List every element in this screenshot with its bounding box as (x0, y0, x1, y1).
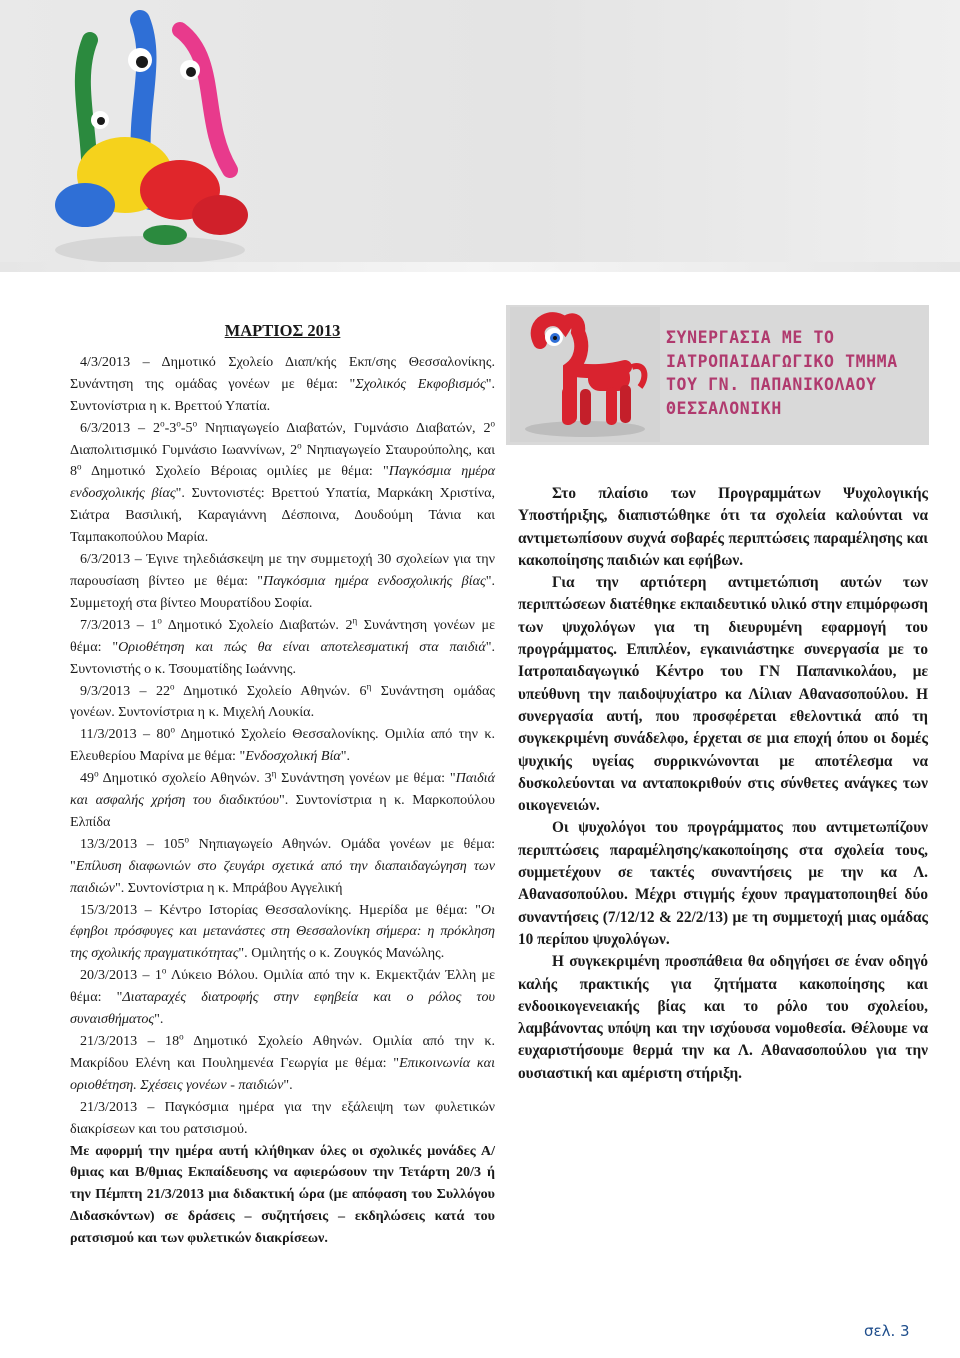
red-clay-horse-image (510, 307, 660, 442)
page-number: σελ. 3 (864, 1322, 910, 1340)
activity-entry: $49^o$ Δημοτικό σχολείο Αθηνών. $3^\eta$ Συνάντηση γονέων με θέμα: "Παιδιά και ασφαλής χρήση του διαδικτύου". Συντονίστρια η κ. Μαρκοπούλου Ελπίδα (70, 768, 495, 830)
activity-entry: 6/3/2013 – Έγινε τηλεδιάσκεψη με την συμμετοχή 30 σχολείων για την παρουσίαση βίντεο με θέμα: "Παγκόσμια ημέρα ενδοσχολικής βίας". Συμμετοχή στα βίντεο Μουρατίδου Σοφία. (70, 551, 495, 611)
clay-figures-illustration (30, 0, 290, 270)
activity-entry: $7/3/2013 - 1^o$ Δημοτικό Σχολείο Διαβατών. $2^\eta$ Συνάντηση γονέων με θέμα: "Οριοθέτηση και πώς θα είναι αποτελεσματική στα παιδιά". Συντονιστής ο κ. Τσουματίδης Ιωάννης. (70, 615, 495, 677)
activity-entry: $9/3/2013 - 22^o$ Δημοτικό Σχολείο Αθηνών. $6^\eta$ Συνάντηση ομάδας γονέων. Συντονίστρια η κ. Μιχελή Λουκία. (70, 680, 495, 721)
activity-entry: $6/3/2013 - 2^o-3^o-5^o$ Νηπιαγωγείο Διαβατών, Γυμνάσιο Διαβατών, $2^o$ Διαπολιτισμικό Γυμνάσιο Ιωαννίνων, $2^o$ Νηπιαγωγείο Σταυρούπολης, και $8^o$ Δημοτικό Σχολείο Βέροιας ομιλίες με θέμα: "Παγκόσμια ημέρα ενδοσχολικής βίας". Συντονιστές: Βρεττού Υπατία, Μαρκάκη Χριστίνα, Σιάτρα Βασιλική, Καραγιάννη Δέσποινα, Δουδούμη Τάνια και Ταμπακοπούλου Μαρία. (70, 417, 495, 546)
body-paragraph: Οι ψυχολόγοι του προγράμματος που αντιμετωπίζουν περιπτώσεις παραμέλησης/κακοποίησης στα σχολεία τους, συμμετέχουν σε τακτές συναντήσεις με την κα Λ. Αθανασοπούλου. Μέχρι στιγμής έχουν πραγματοποιηθεί δύο συναντήσεις (7/12/12 & 22/2/13) με τη συμμετοχή μιας ομάδας 10 περίπου ψυχολόγων. (518, 819, 928, 948)
month-title: ΜΑΡΤΙΟΣ 2013 (224, 321, 341, 340)
activity-entry: $21/3/2013 - 18^o$ Δημοτικό Σχολείο Αθηνών. Ομιλία από την κ. Μακρίδου Ελένη και Πουλημενέα Γεωργία με θέμα: "Επικοινωνία και οριοθέτηση. Σχέσεις γονέων - παιδιών". (70, 1031, 495, 1093)
right-column (518, 483, 928, 1085)
header-band (0, 262, 960, 272)
activity-entry: $13/3/2013 - 105^o$ Νηπιαγωγείο Αθηνών. Ομάδα γονέων με θέμα: "Επίλυση διαφωνιών στο ζευγάρι σχετικά από την διαπαιδαγώγηση των παιδιών". Συντονίστρια η κ. Μπράβου Αγγελική (70, 834, 495, 896)
activity-entry: 4/3/2013 – Δημοτικό Σχολείο Διαπ/κής Εκπ/σης Θεσσαλονίκης. Συνάντηση της ομάδας γονέων με θέμα: "Σχολικός Εκφοβισμός". Συντονίστρια η κ. Βρεττού Υπατία. (70, 353, 495, 414)
body-paragraph: Στο πλαίσιο των Προγραμμάτων Ψυχολογικής Υποστήριξης, διαπιστώθηκε ότι τα σχολεία καλούνται να αντιμετωπίσουν συχνά σοβαρές περιπτώσεις παραμέλησης και κακοποίησης παιδιών και εφήβων. (518, 485, 928, 569)
body-paragraph: Για την αρτιότερη αντιμετώπιση αυτών των περιπτώσεων διατέθηκε εκπαιδευτικό υλικό στην επιμόρφωση των ψυχολόγων για τη διευρυμένη εφαρμογή του προγράμματος. Επιπλέον, εγκαινιάστηκε συνεργασία με το Ιατροπαιδαγωγικό Κέντρο του ΓΝ Παπανικολάου, με υπεύθυνη την παιδοψυχίατρο κα Λίλιαν Αθανασοπούλου. Η συνεργασία αυτή, που προσφέρεται εθελοντικά από τη συγκεκριμένη συνάδελφο, έρχεται σε μια εποχή όπου οι δομές ψυχικής υγείας συρρικνώνονται με αποτέλεσμα να δυσκολεύονται να ανταποκριθούν στις σύνθετες ανάγκες των οικογενειών. (518, 574, 928, 815)
activity-entry: 15/3/2013 – Κέντρο Ιστορίας Θεσσαλονίκης. Ημερίδα με θέμα: "Οι έφηβοι πρόσφυγες και μετανάστες στη Θεσσαλονίκη σήμερα: η πρόκληση της σχολικής πραγματικότητας". Ομιλητής ο κ. Ζουγκός Μανώλης. (70, 901, 495, 962)
activity-entry: $11/3/2013 - 80^o$ Δημοτικό Σχολείο Θεσσαλονίκης. Ομιλία από την κ. Ελευθερίου Μαρίνα με θέμα: "Ενδοσχολική Βία". (70, 724, 495, 765)
body-paragraph: Η συγκεκριμένη προσπάθεια θα οδηγήσει σε έναν οδηγό καλής πρακτικής για ζητήματα κακοποίησης και ενδοοικογενειακής βίας και το ρόλο του σχολείου, λαμβάνοντας υπόψη και την ισχύουσα νομοθεσία. Θέλουμε να ευχαριστήσουμε θερμά την κα Λ. Αθανασοπούλου για την ουσιαστική και αμέριστη στήριξη. (518, 953, 928, 1082)
promo-title: ΣΥΝΕΡΓΑΣΙΑ ΜΕ ΤΟ ΙΑΤΡΟΠΑΙΔΑΓΩΓΙΚΟ ΤΜΗΜΑ ΤΟΥ ΓΝ. ΠΑΠΑΝΙΚΟΛΑΟΥ ΘΕΣΣΑΛΟΝΙΚΗ (666, 328, 898, 418)
activity-entry: $20/3/2013 - 1^o$ Λύκειο Βόλου. Ομιλία από την κ. Εκμεκτζιάν Έλλη με θέμα: "Διαταραχές διατροφής στην εφηβεία και ο ρόλος του συναισθήματος". (70, 965, 495, 1028)
activity-entry: 21/3/2013 – Παγκόσμια ημέρα για την εξάλειψη των φυλετικών διακρίσεων και του ρατσισμού. (70, 1098, 495, 1137)
left-column (70, 320, 495, 1250)
header-banner (0, 0, 960, 272)
closing-paragraph: Με αφορμή την ημέρα αυτή κλήθηκαν όλες οι σχολικές μονάδες Α/θμιας και Β/θμιας Εκπαίδευσης να αφιερώσουν την Τετάρτη 20/3 ή την Πέμπτη 21/3/2013 μια διδακτική ώρα (με απόφαση του Συλλόγου Διδασκόντων) σε δράσεις – συζητήσεις – εκδηλώσεις κατά του ρατσισμού και των φυλετικών διακρίσεων. (70, 1142, 495, 1247)
